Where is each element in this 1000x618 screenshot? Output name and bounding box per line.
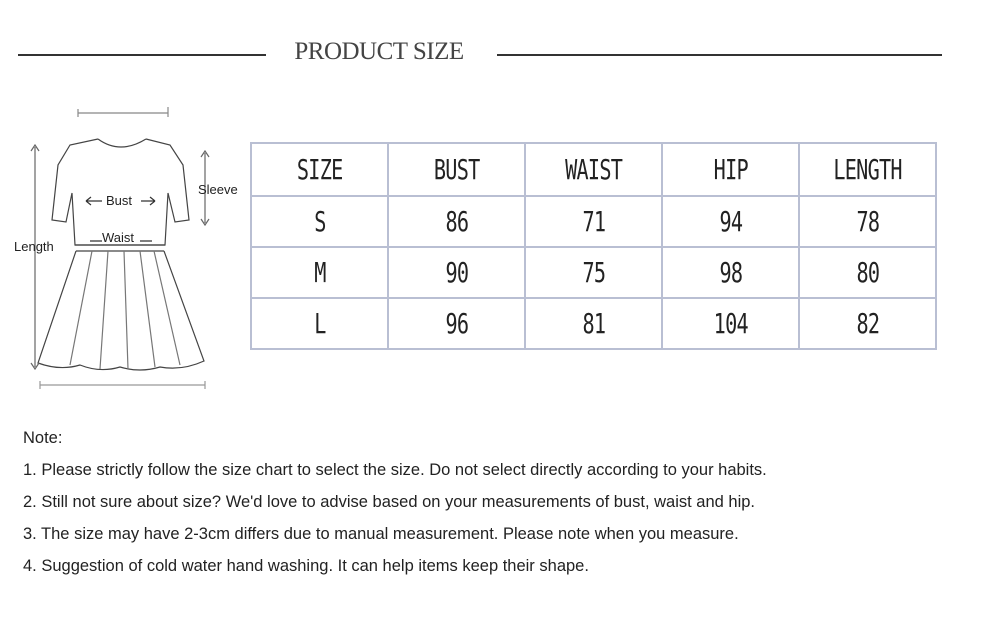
table-cell: 75 <box>525 247 662 298</box>
table-cell: M <box>251 247 388 298</box>
table-cell: S <box>251 196 388 247</box>
note-item: 3. The size may have 2-3cm differs due to manual measurement. Please note when you measure. <box>23 525 739 543</box>
header-rule-left <box>18 54 266 56</box>
table-cell: 86 <box>388 196 525 247</box>
length-label: Length <box>14 239 54 254</box>
dress-diagram <box>0 95 250 395</box>
table-cell: 96 <box>388 298 525 349</box>
table-cell: 71 <box>525 196 662 247</box>
note-item: 2. Still not sure about size? We'd love to advise based on your measurements of bust, waist and hip. <box>23 493 756 511</box>
note-item: 4. Suggestion of cold water hand washing. It can help items keep their shape. <box>23 557 589 575</box>
table-cell: L <box>251 298 388 349</box>
table-cell: 98 <box>662 247 799 298</box>
table-cell: 104 <box>662 298 799 349</box>
table-cell: 82 <box>799 298 936 349</box>
notes-section <box>23 429 767 588</box>
size-table <box>250 142 937 350</box>
sleeve-label: Sleeve <box>198 182 238 197</box>
table-cell: 80 <box>799 247 936 298</box>
table-cell: 90 <box>388 247 525 298</box>
header-cell: LENGTH <box>799 143 936 196</box>
table-header-row <box>251 143 936 196</box>
table-row <box>251 247 936 298</box>
table-cell: 81 <box>525 298 662 349</box>
header-rule-right <box>497 54 942 56</box>
bust-label: Bust <box>106 193 133 208</box>
header-cell: HIP <box>662 143 799 196</box>
table-row <box>251 298 936 349</box>
notes-title: Note: <box>23 429 63 447</box>
header-cell: WAIST <box>525 143 662 196</box>
waist-label: Waist <box>102 230 135 245</box>
note-item: 1. Please strictly follow the size chart to select the size. Do not select directly according to your habits. <box>23 461 767 479</box>
page-title: PRODUCT SIZE <box>294 38 464 65</box>
table-cell: 94 <box>662 196 799 247</box>
table-row <box>251 196 936 247</box>
table-cell: 78 <box>799 196 936 247</box>
header-cell: BUST <box>388 143 525 196</box>
header-cell: SIZE <box>251 143 388 196</box>
